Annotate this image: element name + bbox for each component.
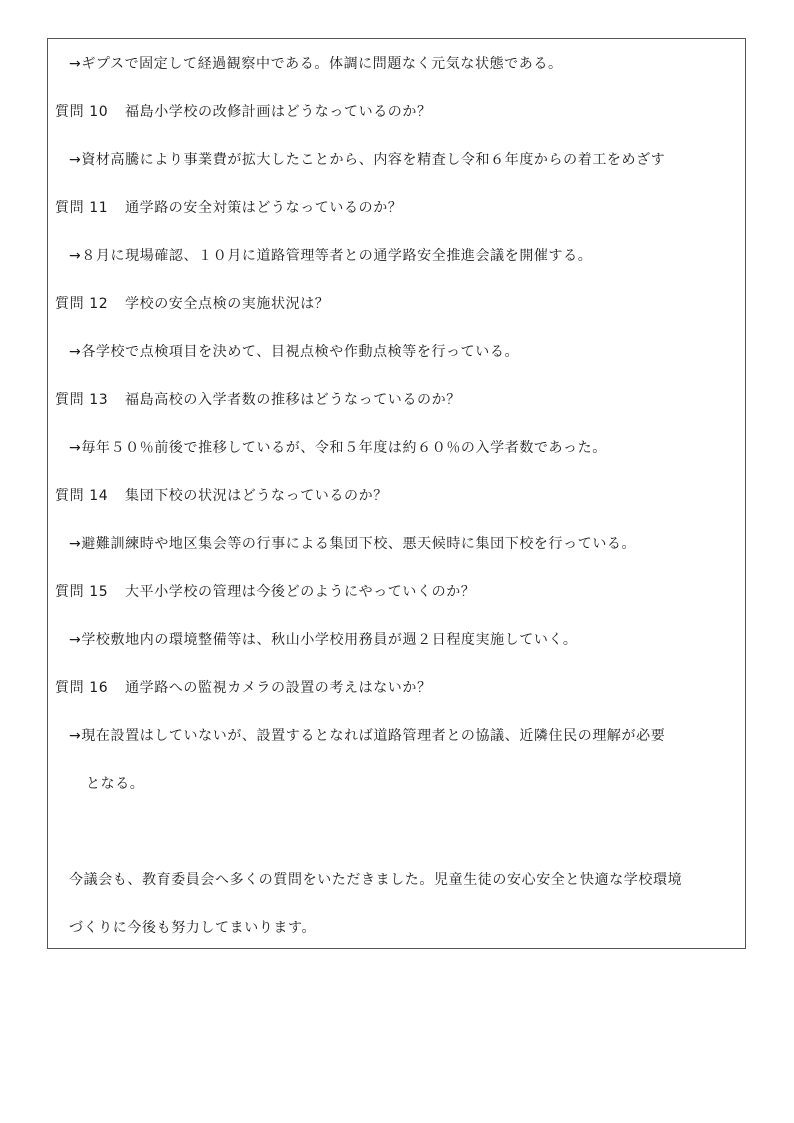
question-number: 質問 16: [55, 680, 109, 696]
question-number: 質問 10: [55, 104, 109, 120]
question-text: 大平小学校の管理は今後どのようにやっていくのか？: [125, 584, 476, 600]
question-text: 学校の安全点検の実施状況は？: [125, 296, 330, 312]
answer-14: →避難訓練時や地区集会等の行事による集団下校、悪天候時に集団下校を行っている。: [69, 536, 637, 552]
answer-12: →各学校で点検項目を決めて、目視点検や作動点検等を行っている。: [69, 344, 520, 360]
question-12: [55, 294, 329, 314]
answer-11: →８月に現場確認、１０月に道路管理等者との通学路安全推進会議を開催する。: [69, 248, 593, 264]
question-number: 質問 15: [55, 584, 109, 600]
answer-10: →資材高騰により事業費が拡大したことから、内容を精査し令和６年度からの着工をめざす: [69, 152, 666, 168]
question-number: 質問 11: [55, 200, 109, 216]
document-frame: [47, 38, 746, 949]
question-15: [55, 582, 475, 602]
answer-16-continued: となる。: [86, 776, 145, 792]
closing-line-1: 今議会も、教育委員会へ多くの質問をいただきました。児童生徒の安心安全と快適な学校環境: [69, 872, 683, 888]
question-text: 福島小学校の改修計画はどうなっているのか？: [125, 104, 432, 120]
answer-16: →現在設置はしていないが、設置するとなれば道路管理者との協議、近隣住民の理解が必要: [69, 728, 666, 744]
question-text: 福島高校の入学者数の推移はどうなっているのか？: [125, 392, 461, 408]
question-number: 質問 12: [55, 296, 109, 312]
question-16: [55, 678, 432, 698]
question-13: [55, 390, 461, 410]
answer-13: →毎年５０％前後で推移しているが、令和５年度は約６０％の入学者数であった。: [69, 440, 607, 456]
question-14: [55, 486, 388, 506]
question-10: [55, 102, 432, 122]
question-11: [55, 198, 402, 218]
question-text: 集団下校の状況はどうなっているのか？: [125, 488, 388, 504]
question-number: 質問 13: [55, 392, 109, 408]
question-number: 質問 14: [55, 488, 109, 504]
question-text: 通学路の安全対策はどうなっているのか？: [125, 200, 403, 216]
answer-9: →ギプスで固定して経過観察中である。体調に問題なく元気な状態である。: [69, 56, 563, 72]
closing-line-2: づくりに今後も努力してまいります。: [69, 920, 317, 936]
answer-15: →学校敷地内の環境整備等は、秋山小学校用務員が週２日程度実施していく。: [69, 632, 578, 648]
question-text: 通学路への監視カメラの設置の考えはないか？: [125, 680, 432, 696]
